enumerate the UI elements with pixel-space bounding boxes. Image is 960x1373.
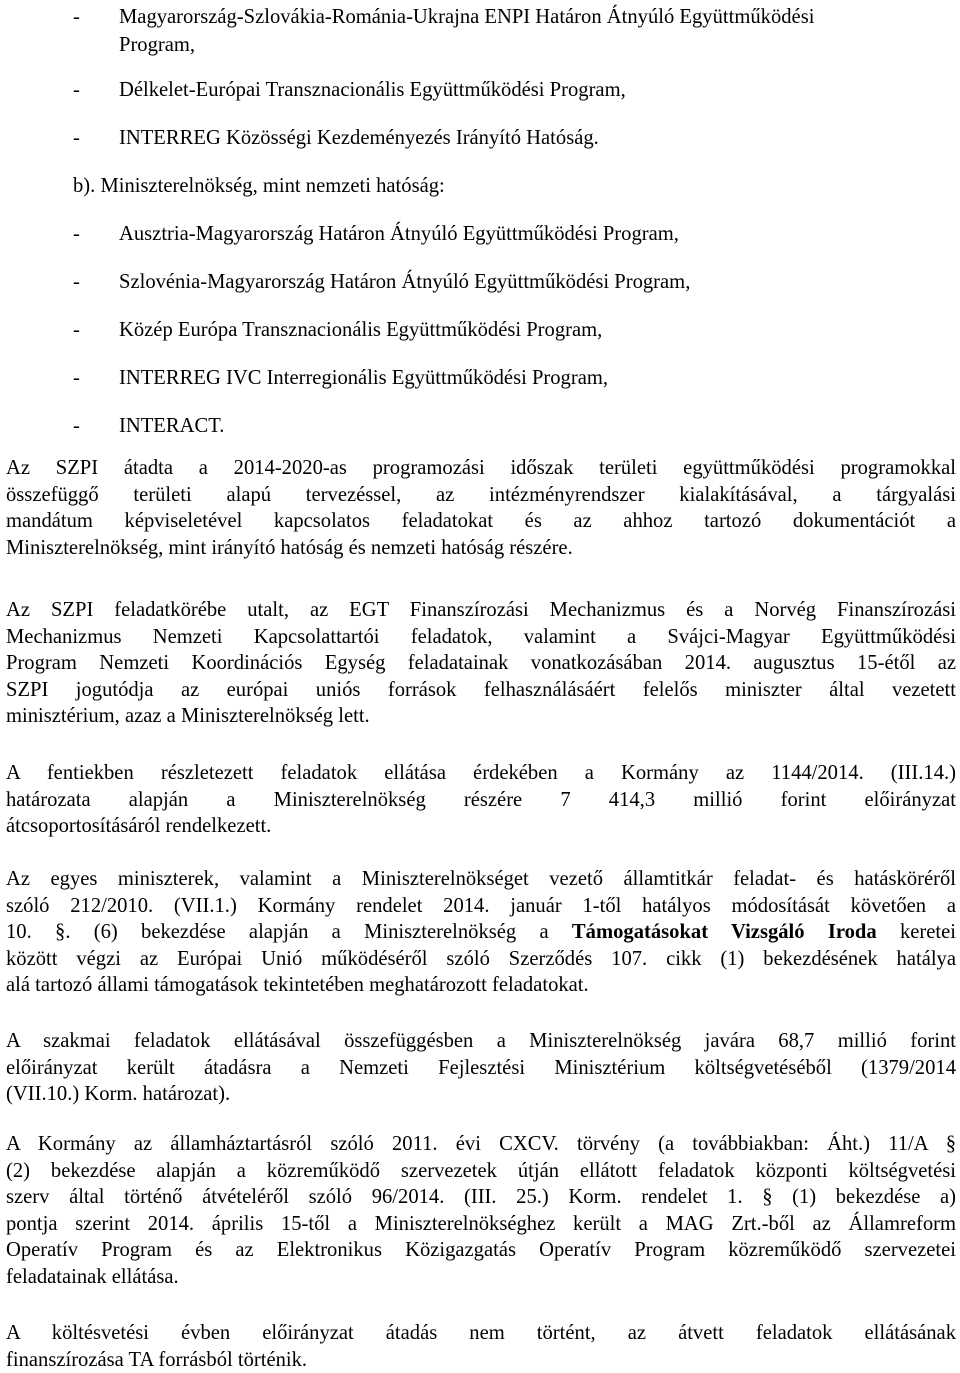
paragraph-line: között végzi az Európai Unió működéséről szóló Szerződés 107. cikk (1) bekezdésének hatálya xyxy=(6,947,956,970)
list-dash: - xyxy=(73,367,80,389)
list-item-text: Magyarország-Szlovákia-Románia-Ukrajna ENPI Határon Átnyúló Együttműködési xyxy=(119,6,815,28)
paragraph-line: szerv által történő átvételéről szóló 96/2014. (III. 25.) Korm. rendelet 1. § (1) bekezdése a) xyxy=(6,1186,956,1209)
paragraph xyxy=(6,455,956,561)
paragraph-line: összefüggő területi alapú tervezéssel, az intézményrendszer kialakításával, a tárgyalási xyxy=(6,483,956,506)
paragraph-line xyxy=(6,919,956,946)
paragraph-line: Mechanizmus Nemzeti Kapcsolattartói feladatok, valamint a Svájci-Magyar Együttműködési xyxy=(6,625,956,648)
paragraph-line: Az SZPI átadta a 2014-2020-as programozási időszak területi együttműködési programokkal xyxy=(6,457,956,479)
paragraph-line: szóló 212/2010. (VII.1.) Kormány rendelet 2014. január 1-től hatályos módosítását követően a xyxy=(6,894,956,917)
paragraph-line: feladatainak ellátása. xyxy=(6,1265,179,1288)
paragraph-line: előirányzat került átadásra a Nemzeti Fejlesztési Minisztérium költségvetéséből (1379/2014 xyxy=(6,1056,956,1079)
list-dash: - xyxy=(73,319,80,341)
paragraph-line: A Kormány az államháztartásról szóló 2011. évi CXCV. törvény (a továbbiakban: Áht.) 11/A § xyxy=(6,1133,956,1155)
list-item xyxy=(73,78,626,102)
list-item-text: Délkelet-Európai Transznacionális Együttműködési Program, xyxy=(119,79,626,101)
list-item xyxy=(73,126,599,150)
paragraph-line: (VII.10.) Korm. határozat). xyxy=(6,1083,231,1106)
paragraph-line: A fentiekben részletezett feladatok ellátása érdekében a Kormány az 1144/2014. (III.14.) xyxy=(6,762,956,784)
paragraph-line: mandátum képviseletével kapcsolatos feladatokat és az ahhoz tartozó dokumentációt a xyxy=(6,510,956,533)
paragraph-line: Miniszterelnökség, mint irányító hatóság és nemzeti hatóság részére. xyxy=(6,536,573,559)
list-dash: - xyxy=(73,271,80,293)
list-dash: - xyxy=(73,223,80,245)
list-item xyxy=(73,366,608,390)
paragraph-text: keretei xyxy=(876,921,956,944)
paragraph-line: Program Nemzeti Koordinációs Egység feladatainak vonatkozásában 2014. augusztus 15-étől az xyxy=(6,652,956,675)
paragraph xyxy=(6,1028,956,1108)
paragraph xyxy=(6,1131,956,1291)
paragraph xyxy=(6,760,956,840)
list-item xyxy=(73,5,814,29)
list-item-text: Ausztria-Magyarország Határon Átnyúló Együttműködési Program, xyxy=(119,223,679,245)
list-dash: - xyxy=(73,79,80,101)
paragraph xyxy=(6,597,956,730)
list-dash: - xyxy=(73,415,80,437)
list-item xyxy=(73,270,690,294)
list-dash: - xyxy=(73,6,80,28)
paragraph-line: átcsoportosításáról rendelkezett. xyxy=(6,815,272,838)
paragraph-line: Az SZPI feladatkörébe utalt, az EGT Finanszírozási Mechanizmus és a Norvég Finanszírozási xyxy=(6,599,956,621)
paragraph-line: A költésvetési évben előirányzat átadás nem történt, az átvett feladatok ellátásának xyxy=(6,1322,956,1344)
list-dash: - xyxy=(73,127,80,149)
paragraph-line: pontja szerint 2014. április 15-től a Miniszterelnökséghez került a MAG Zrt.-ből az Államreform xyxy=(6,1212,956,1235)
paragraph-line: határozata alapján a Miniszterelnökség részére 7 414,3 millió forint előirányzat xyxy=(6,788,956,811)
list-item-text: INTERACT. xyxy=(119,415,225,437)
paragraph-line: finanszírozása TA forrásból történik. xyxy=(6,1348,308,1371)
list-item xyxy=(73,414,224,438)
paragraph-line: Az egyes miniszterek, valamint a Miniszterelnökséget vezető államtitkár feladat- és hatásköréről xyxy=(6,868,956,890)
paragraph-line: alá tartozó állami támogatások tekintetében meghatározott feladatokat. xyxy=(6,974,589,997)
paragraph xyxy=(6,866,956,999)
list-item-text: Szlovénia-Magyarország Határon Átnyúló Együttműködési Program, xyxy=(119,271,691,293)
paragraph-line: A szakmai feladatok ellátásával összefüggésben a Miniszterelnökség javára 68,7 millió forint xyxy=(6,1030,956,1052)
list-item-text: Közép Európa Transznacionális Együttműködési Program, xyxy=(119,319,603,341)
paragraph-line: Operatív Program és az Elektronikus Közigazgatás Operatív Program közreműködő szervezetei xyxy=(6,1239,956,1262)
list-item-continuation: Program, xyxy=(119,34,196,56)
list-item-text: INTERREG Közösségi Kezdeményezés Irányító Hatóság. xyxy=(119,127,599,149)
paragraph xyxy=(6,1320,956,1373)
list-item xyxy=(73,222,679,246)
paragraph-line: minisztérium, azaz a Miniszterelnökség lett. xyxy=(6,705,370,728)
list-item-text: INTERREG IVC Interregionális Együttműködési Program, xyxy=(119,367,609,389)
list-item xyxy=(73,318,602,342)
paragraph-text: 10. §. (6) bekezdése alapján a Miniszterelnökség a xyxy=(6,921,572,944)
bold-office-name: Támogatásokat Vizsgáló Iroda xyxy=(571,921,877,944)
paragraph-line: SZPI jogutódja az európai uniós források felhasználásáért felelős miniszter által vezetett xyxy=(6,678,956,701)
section-heading: b). Miniszterelnökség, mint nemzeti hatóság: xyxy=(73,175,445,197)
paragraph-line: (2) bekezdése alapján a közreműködő szervezetek útján ellátott feladatok központi költségvetési xyxy=(6,1159,956,1182)
